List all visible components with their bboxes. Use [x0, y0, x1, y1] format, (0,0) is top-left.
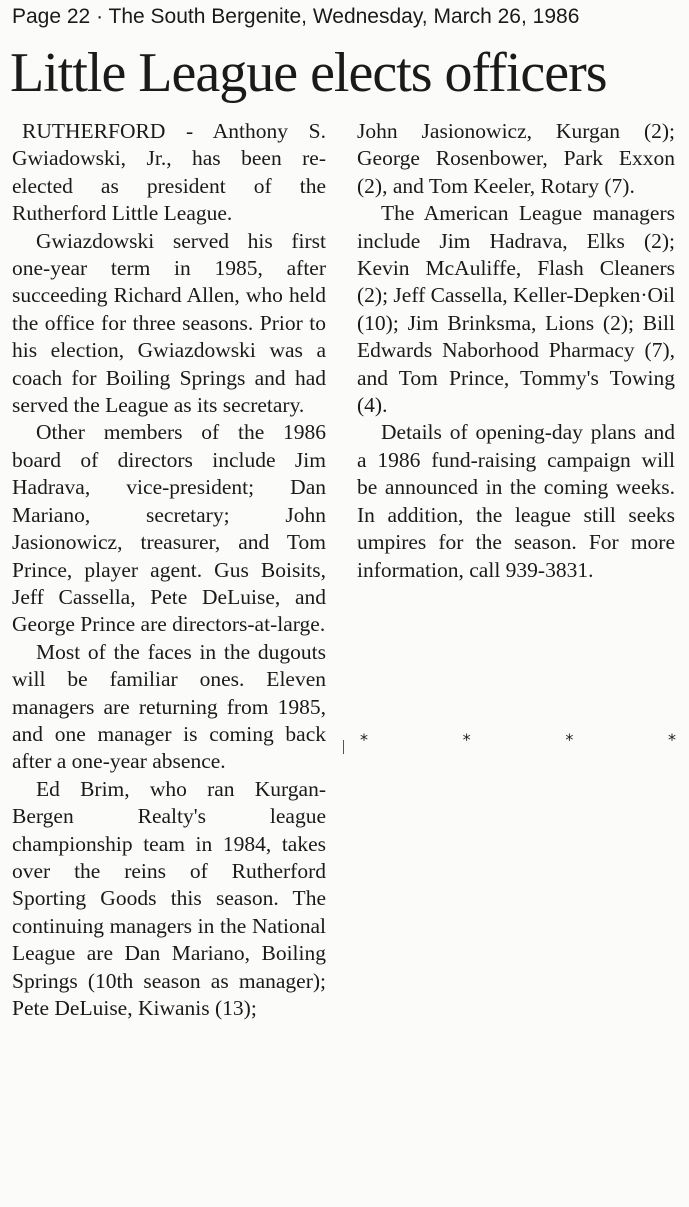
column-rule-mark: [343, 740, 344, 754]
headline: Little League elects officers: [10, 42, 607, 104]
article-paragraph: John Jasionowicz, Kurgan (2); George Rosenbower, Park Exxon (2), and Tom Keeler, Rotary (7).: [357, 119, 675, 198]
page-header: Page 22 · The South Bergenite, Wednesday, March 26, 1986: [12, 5, 580, 28]
star-icon: *: [565, 730, 574, 749]
article-column-left: [12, 118, 326, 1022]
article-paragraph: Gwiazdowski served his first one-year term in 1985, after succeeding Richard Allen, who held the office for three seasons. Prior to his election, Gwiazdowski was a coach for Boiling Springs and had served the League as its secretary.: [12, 228, 326, 418]
article-paragraph: RUTHERFORD - Anthony S. Gwiadowski, Jr., has been re-elected as president of the Rutherford Little League.: [12, 119, 326, 226]
article-paragraph: Other members of the 1986 board of directors include Jim Hadrava, vice-president; Dan Mariano, secretary; John Jasionowicz, treasurer, and Tom Prince, player agent. Gus Boisits, Jeff Cassella, Pete DeLuise, and George Prince are directors-at-large.: [12, 420, 326, 637]
article-paragraph: The American League managers include Jim Hadrava, Elks (2); Kevin McAuliffe, Flash Cleaners (2); Jeff Cassella, Keller-Depken·Oil (10); Jim Brinksma, Lions (2); Bill Edwards Naborhood Pharmacy (7), and Tom Prince, Tommy's Towing (4).: [357, 201, 675, 418]
article-paragraph: Details of opening-day plans and a 1986 fund-raising campaign will be announced in the coming weeks. In addition, the league still seeks umpires for the season. For more information, call 939-3831.: [357, 420, 675, 582]
star-icon: *: [462, 730, 471, 749]
star-icon: *: [360, 730, 368, 749]
article-column-right: [357, 118, 675, 584]
article-paragraph: Ed Brim, who ran Kurgan-Bergen Realty's league championship team in 1984, takes over the reins of Rutherford Sporting Goods this season. The continuing managers in the National League are Dan Mariano, Boiling Springs (10th season as manager); Pete DeLuise, Kiwanis (13);: [12, 776, 326, 1020]
article-paragraph: Most of the faces in the dugouts will be familiar ones. Eleven managers are returning from 1985, and one manager is coming back after a one-year absence.: [12, 639, 326, 774]
section-separator: [360, 730, 676, 749]
star-icon: *: [667, 730, 676, 749]
